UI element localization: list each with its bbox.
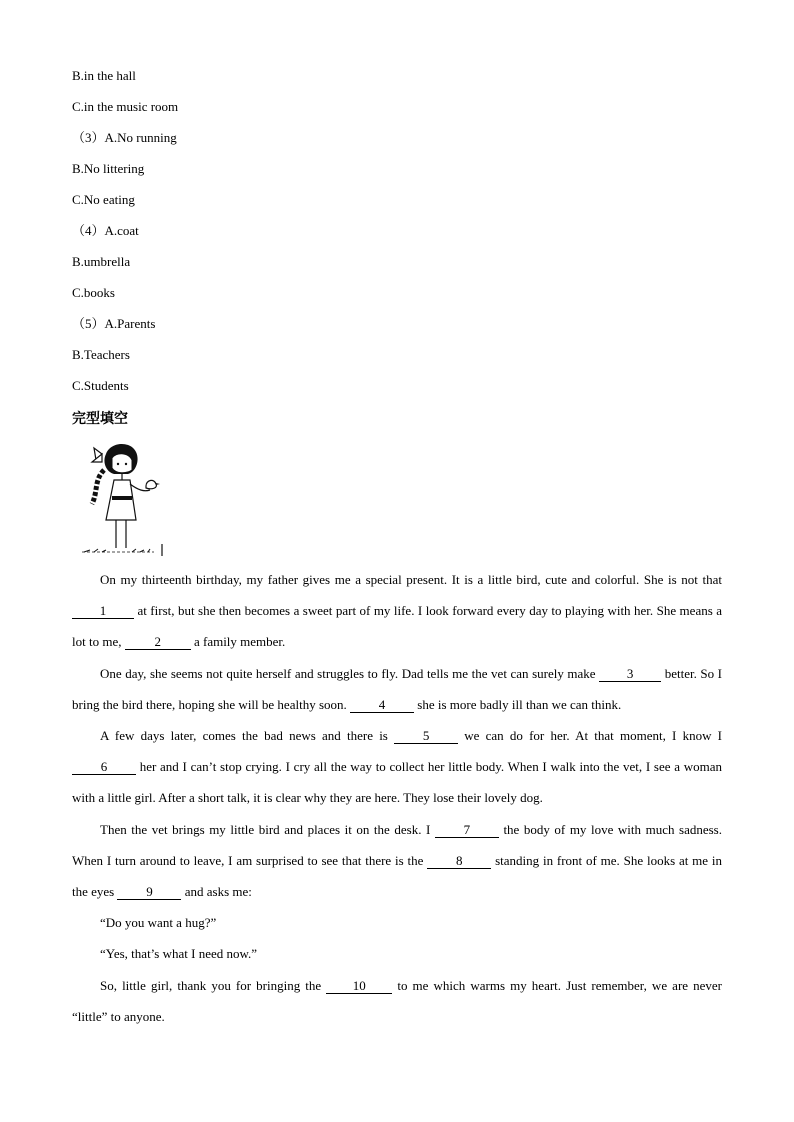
blank-2[interactable]: 2 bbox=[125, 635, 191, 650]
blank-4[interactable]: 4 bbox=[350, 698, 414, 713]
option-c-in-the-music-room: C.in the music room bbox=[72, 99, 179, 114]
passage-paragraph-6: “Yes, that’s what I need now.” bbox=[100, 946, 258, 962]
option-b-in-the-hall: B.in the hall bbox=[72, 68, 136, 83]
blank-3[interactable]: 3 bbox=[599, 667, 661, 682]
option-4c-books: C.books bbox=[72, 285, 115, 300]
blank-9[interactable]: 9 bbox=[117, 885, 181, 900]
paragraph-text: the body of my love with much sadness. When I turn around to leave, I am surprised to see that there is the bbox=[72, 821, 722, 868]
passage-paragraph-5: “Do you want a hug?” bbox=[100, 915, 217, 931]
paragraph-text: So, little girl, thank you for bringing the bbox=[100, 977, 327, 993]
option-5b-teachers: B.Teachers bbox=[72, 347, 130, 362]
passage-paragraph-4 bbox=[72, 814, 722, 908]
blank-6[interactable]: 6 bbox=[72, 760, 136, 775]
passage-paragraph-2 bbox=[72, 658, 722, 720]
blank-10[interactable]: 10 bbox=[326, 979, 392, 994]
girl-with-bird-illustration bbox=[80, 440, 170, 558]
blank-1[interactable]: 1 bbox=[72, 604, 134, 619]
passage-paragraph-3 bbox=[72, 720, 722, 814]
paragraph-text: at first, but she then becomes a sweet part of my life. I look forward every day to playing with her. She means a lot to me, bbox=[72, 603, 722, 650]
option-4a-coat: （4）A.coat bbox=[72, 223, 139, 238]
passage-paragraph-1 bbox=[72, 564, 722, 658]
option-3a-no-running: （3）A.No running bbox=[72, 130, 177, 145]
option-3c-no-eating: C.No eating bbox=[72, 192, 135, 207]
paragraph-text: and asks me: bbox=[181, 884, 252, 900]
paragraph-text: One day, she seems not quite herself and struggles to fly. Dad tells me the vet can surely make bbox=[100, 665, 600, 681]
paragraph-text: to me which warms my heart. Just remember, we are never “little” to anyone. bbox=[72, 977, 723, 1024]
paragraph-text: Then the vet brings my little bird and places it on the desk. I bbox=[100, 821, 435, 837]
option-5c-students: C.Students bbox=[72, 378, 129, 393]
blank-7[interactable]: 7 bbox=[435, 823, 499, 838]
paragraph-text: better. So I bring the bird there, hoping she will be healthy soon. bbox=[72, 665, 723, 712]
blank-8[interactable]: 8 bbox=[427, 854, 491, 869]
paragraph-text: On my thirteenth birthday, my father gives me a special present. It is a little bird, cute and colorful. She is not that bbox=[100, 572, 722, 587]
paragraph-text: she is more badly ill than we can think. bbox=[414, 696, 622, 712]
blank-5[interactable]: 5 bbox=[394, 729, 458, 744]
option-5a-parents: （5）A.Parents bbox=[72, 316, 156, 331]
passage-paragraph-7 bbox=[72, 970, 722, 1032]
option-3b-no-littering: B.No littering bbox=[72, 161, 145, 176]
paragraph-text: A few days later, comes the bad news and there is bbox=[100, 728, 395, 744]
cloze-passage bbox=[72, 564, 722, 1032]
paragraph-text: standing in front of me. She looks at me in the eyes bbox=[72, 852, 722, 900]
paragraph-text: a family member. bbox=[190, 634, 286, 650]
section-heading: 完型填空 bbox=[72, 411, 128, 427]
paragraph-text: we can do for her. At that moment, I know I bbox=[458, 728, 723, 744]
option-4b-umbrella: B.umbrella bbox=[72, 254, 131, 269]
paragraph-text: her and I can’t stop crying. I cry all the way to collect her little body. When I walk into the vet, I see a woman with a little girl. After a short talk, it is clear why they are here. They lose their lovely dog. bbox=[72, 759, 722, 806]
